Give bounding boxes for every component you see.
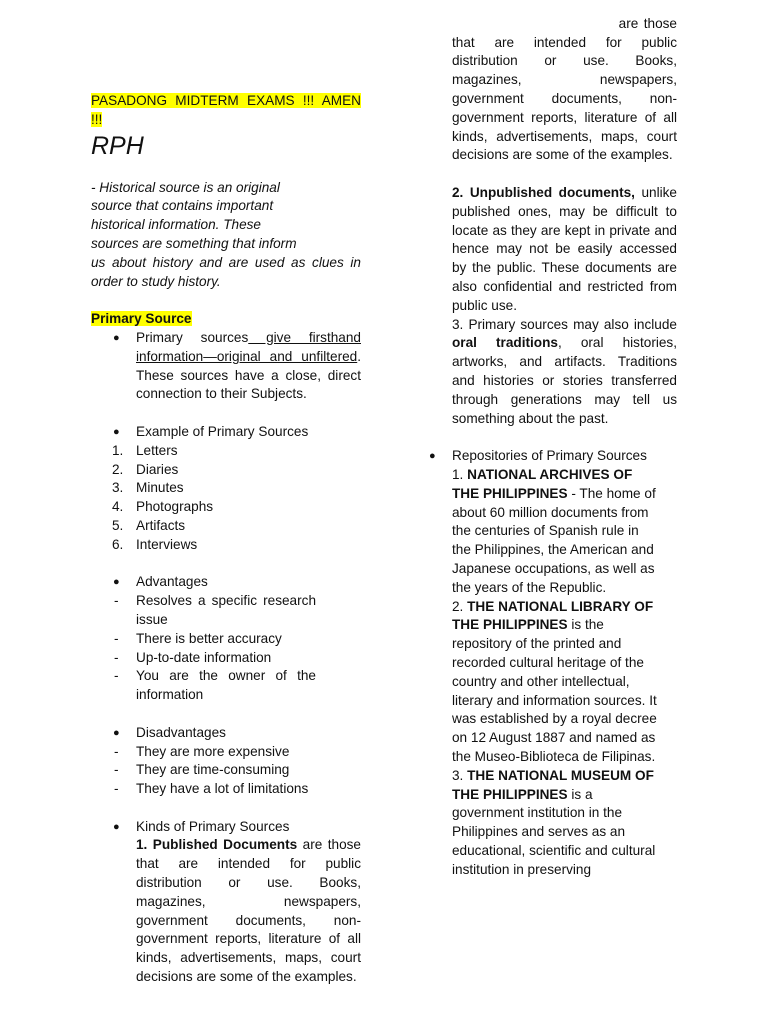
bullet-icon: ● xyxy=(429,450,436,463)
subject-heading: RPH xyxy=(91,131,144,160)
unpublished-paragraph xyxy=(452,184,677,316)
disadvantages-list xyxy=(114,743,316,799)
examples-title: Example of Primary Sources xyxy=(136,423,309,439)
disadvantages-title: Disadvantages xyxy=(136,724,226,740)
repositories-title: Repositories of Primary Sources xyxy=(452,448,647,464)
list-item: - Up-to-date information xyxy=(114,649,272,665)
published-paragraph xyxy=(136,836,361,985)
repository-name: THE NATIONAL LIBRARY OF THE PHILIPPINES xyxy=(452,598,654,633)
kinds-title: Kinds of Primary Sources xyxy=(136,818,290,834)
list-item: 2. Diaries xyxy=(112,461,179,477)
published-paragraph-cont xyxy=(452,15,677,184)
bullet-icon: ● xyxy=(113,331,120,344)
published-text: are those that are intended for public distribution or use. Books, magazines, newspapers, government documents, non-government reports, literature of all kinds, advertisements, maps, court decisions are some of the examples. xyxy=(136,837,361,985)
advantages-bullet xyxy=(113,573,361,592)
repository-museum: 3. THE NATIONAL MUSEUM OF THE PHILIPPINES is a government institution in the Philippines and serves as an educational, scientific and cultural institution in preserving xyxy=(452,767,656,877)
kinds-bullet xyxy=(113,818,361,985)
list-item: - Resolves a specific research issue xyxy=(114,593,316,627)
primary-definition xyxy=(113,329,361,404)
definition-text: . These sources have a close, direct connection to their Subjects. xyxy=(136,348,361,402)
intro-line: sources are something that inform xyxy=(91,235,297,251)
repository-library: 2. THE NATIONAL LIBRARY OF THE PHILIPPINES is the repository of the printed and recorded cultural heritage of the country and other intellectual, literary and information sources. It was established by a royal decree on 12 August 1887 and named as the Museo-Biblioteca de Filipinas. xyxy=(452,598,657,764)
bullet-icon: ● xyxy=(113,425,120,438)
list-item: - They are time-consuming xyxy=(114,762,290,778)
list-item: 5. Artifacts xyxy=(112,517,186,533)
examples-list xyxy=(112,442,316,555)
repositories-bullet xyxy=(429,447,677,466)
examples-bullet xyxy=(113,423,361,442)
document-title xyxy=(91,92,361,111)
list-item: 6. Interviews xyxy=(112,536,198,552)
published-label: 1. Published Documents xyxy=(136,837,298,853)
intro-line: historical information. These xyxy=(91,217,261,233)
list-item: - There is better accuracy xyxy=(114,630,282,646)
right-column xyxy=(429,15,677,879)
intro-paragraph xyxy=(91,179,361,292)
unpublished-label: 2. Unpublished documents, xyxy=(452,185,635,200)
list-item: 4. Photographs xyxy=(112,499,214,515)
bullet-icon: ● xyxy=(113,820,120,833)
list-item: - They have a lot of limitations xyxy=(114,781,309,797)
oral-traditions-label: oral traditions xyxy=(452,335,558,351)
advantages-title: Advantages xyxy=(136,574,208,590)
primary-source-heading xyxy=(91,310,361,329)
repository-archives: 1. NATIONAL ARCHIVES OF THE PHILIPPINES - The home of about 60 million documents from the centuries of Spanish rule in the Philippines, the American and Japanese occupations, as well as the years of the Republic. xyxy=(452,466,656,595)
intro-line: us about history and are used as clues in order to study history. xyxy=(91,254,361,289)
list-item: - You are the owner of the information xyxy=(114,668,316,703)
published-text-cont: are those that are intended for public distribution or use. Books, magazines, newspapers, government documents, non-government reports, literature of all kinds, advertisements, maps, court decisions are some of the examples. xyxy=(452,15,677,163)
unpublished-text: unlike published ones, may be difficult to locate as they are kept in private and hence may not be easily accessed by the public. These documents are also confidential and restricted from public use. xyxy=(452,185,677,313)
bullet-icon: ● xyxy=(113,576,120,589)
title-line-2: !!! xyxy=(91,111,103,127)
repository-name: NATIONAL ARCHIVES OF THE PHILIPPINES xyxy=(452,466,633,501)
repository-name: THE NATIONAL MUSEUM OF THE PHILIPPINES xyxy=(452,767,654,802)
list-item: - They are more expensive xyxy=(114,743,290,759)
definition-text: Primary sources xyxy=(136,329,249,345)
disadvantages-bullet xyxy=(113,724,361,743)
intro-line: - Historical source is an original xyxy=(91,179,280,195)
list-item: 3. Minutes xyxy=(112,480,184,496)
primary-source-label: Primary Source xyxy=(91,311,192,327)
left-column xyxy=(91,90,361,985)
repositories-list xyxy=(452,466,657,880)
advantages-list xyxy=(114,592,316,705)
definition-underlined: give firsthand information—original and unfiltered xyxy=(136,329,361,364)
list-item: 1. Letters xyxy=(112,442,178,458)
oral-traditions-paragraph: 3. Primary sources may also include oral traditions, oral histories, artworks, and artifacts. Traditions and histories or stories transferred through generations may tell us something about the past. xyxy=(452,316,677,426)
bullet-icon: ● xyxy=(113,726,120,739)
title-line-1: PASADONG MIDTERM EXAMS !!! AMEN xyxy=(91,93,361,108)
intro-line: source that contains important xyxy=(91,198,274,214)
document-title-cont xyxy=(91,111,361,130)
